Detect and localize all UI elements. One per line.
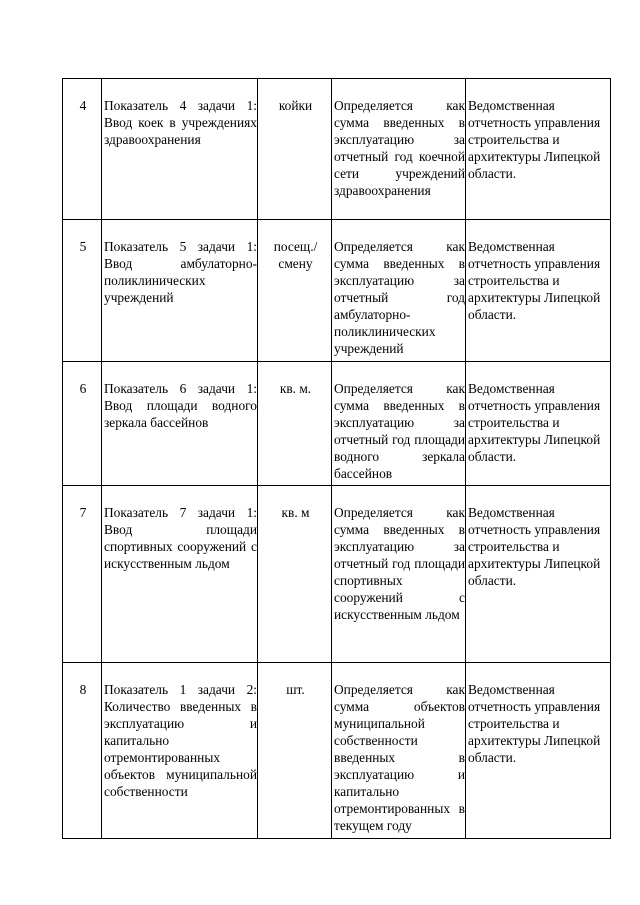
calculation-method: Определяется как сумма введенных в эксплуатацию за отчетный год площади спортивных сооружений с искусственным льдом (332, 486, 466, 663)
data-source: Ведомственная отчетность управления строительства и архитектуры Липецкой области. (466, 663, 611, 839)
unit-of-measure: койки (258, 79, 332, 220)
table-row (63, 362, 611, 486)
calculation-method: Определяется как сумма введенных в эксплуатацию за отчетный год коечной сети учреждений здравоохранения (332, 79, 466, 220)
data-source: Ведомственная отчетность управления строительства и архитектуры Липецкой области. (466, 362, 611, 486)
table-row (63, 663, 611, 839)
indicators-table (62, 78, 611, 839)
row-number: 4 (63, 79, 102, 220)
unit-of-measure: шт. (258, 663, 332, 839)
table-row (63, 220, 611, 362)
table-row (63, 486, 611, 663)
indicator-name: Показатель 5 задачи 1: Ввод амбулаторно-поликлинических учреждений (102, 220, 258, 362)
indicator-name: Показатель 7 задачи 1: Ввод площади спортивных сооружений с искусственным льдом (102, 486, 258, 663)
row-number: 7 (63, 486, 102, 663)
unit-of-measure: посещ./смену (258, 220, 332, 362)
calculation-method: Определяется как сумма введенных в эксплуатацию за отчетный год амбулаторно-поликлинических учреждений (332, 220, 466, 362)
calculation-method: Определяется как сумма введенных в эксплуатацию за отчетный год площади водного зеркала бассейнов (332, 362, 466, 486)
indicator-name: Показатель 1 задачи 2: Количество введенных в эксплуатацию и капитально отремонтированных объектов муниципальной собственности (102, 663, 258, 839)
row-number: 5 (63, 220, 102, 362)
row-number: 8 (63, 663, 102, 839)
calculation-method: Определяется как сумма объектов муниципальной собственности введенных в эксплуатацию и капитально отремонтированных в текущем году (332, 663, 466, 839)
data-source: Ведомственная отчетность управления строительства и архитектуры Липецкой области. (466, 220, 611, 362)
data-source: Ведомственная отчетность управления строительства и архитектуры Липецкой области. (466, 79, 611, 220)
data-source: Ведомственная отчетность управления строительства и архитектуры Липецкой области. (466, 486, 611, 663)
unit-of-measure: кв. м. (258, 362, 332, 486)
unit-of-measure: кв. м (258, 486, 332, 663)
indicator-name: Показатель 6 задачи 1: Ввод площади водного зеркала бассейнов (102, 362, 258, 486)
row-number: 6 (63, 362, 102, 486)
table-row (63, 79, 611, 220)
indicator-name: Показатель 4 задачи 1: Ввод коек в учреждениях здравоохранения (102, 79, 258, 220)
